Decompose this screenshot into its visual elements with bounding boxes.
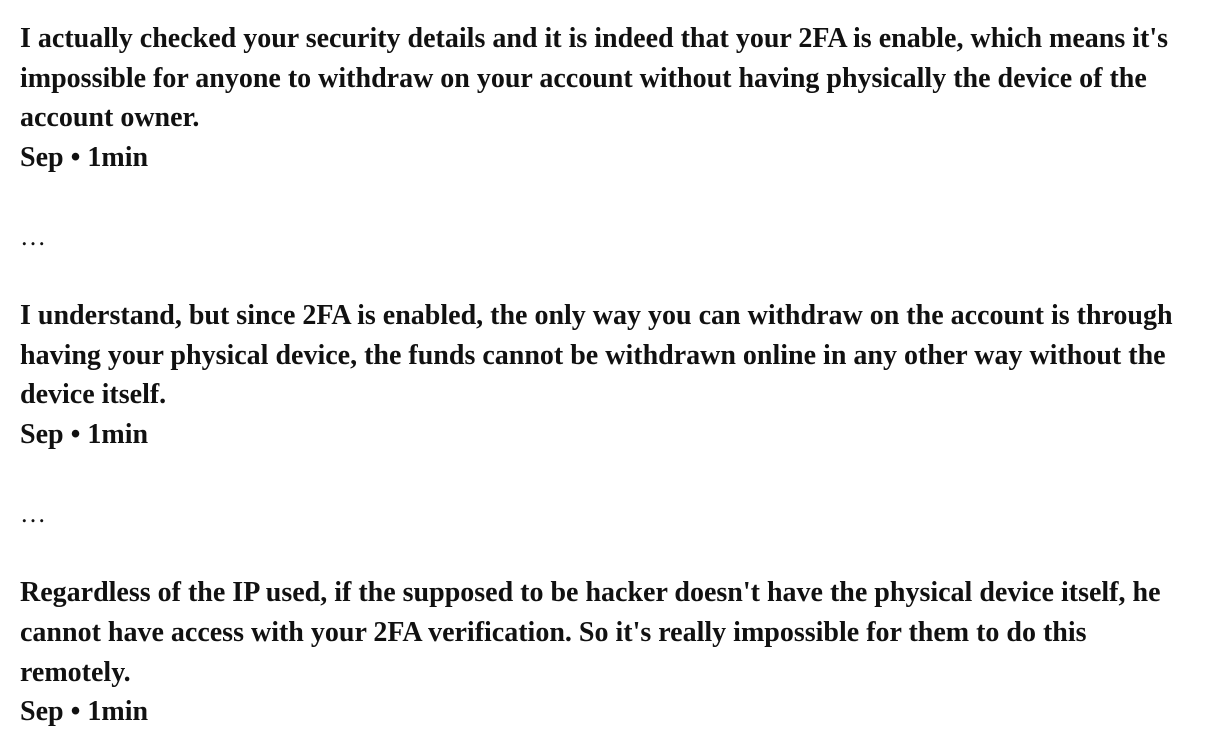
- message-meta: Sep • 1min: [20, 418, 149, 450]
- spacer: [20, 534, 1203, 574]
- message-meta: Sep • 1min: [20, 696, 149, 728]
- message-1: [20, 19, 1203, 177]
- spacer: [20, 455, 1203, 495]
- message-3: [20, 573, 1203, 731]
- ellipsis-separator: …: [20, 499, 46, 529]
- spacer: [20, 177, 1203, 217]
- spacer: [20, 257, 1203, 297]
- message-text: I understand, but since 2FA is enabled, the only way you can withdraw on the account is through having your physical device, the funds cannot be withdrawn online in any other way without the device itself.: [20, 300, 1173, 411]
- ellipsis-separator: …: [20, 221, 46, 251]
- message-2: [20, 296, 1203, 454]
- message-text: I actually checked your security details and it is indeed that your 2FA is enable, which means it's impossible for anyone to withdraw on your account without having physically the device of the account owner.: [20, 23, 1169, 134]
- message-meta: Sep • 1min: [20, 141, 149, 173]
- message-text: Regardless of the IP used, if the supposed to be hacker doesn't have the physical device itself, he cannot have access with your 2FA verification. So it's really impossible for them to do this remotely.: [20, 577, 1161, 688]
